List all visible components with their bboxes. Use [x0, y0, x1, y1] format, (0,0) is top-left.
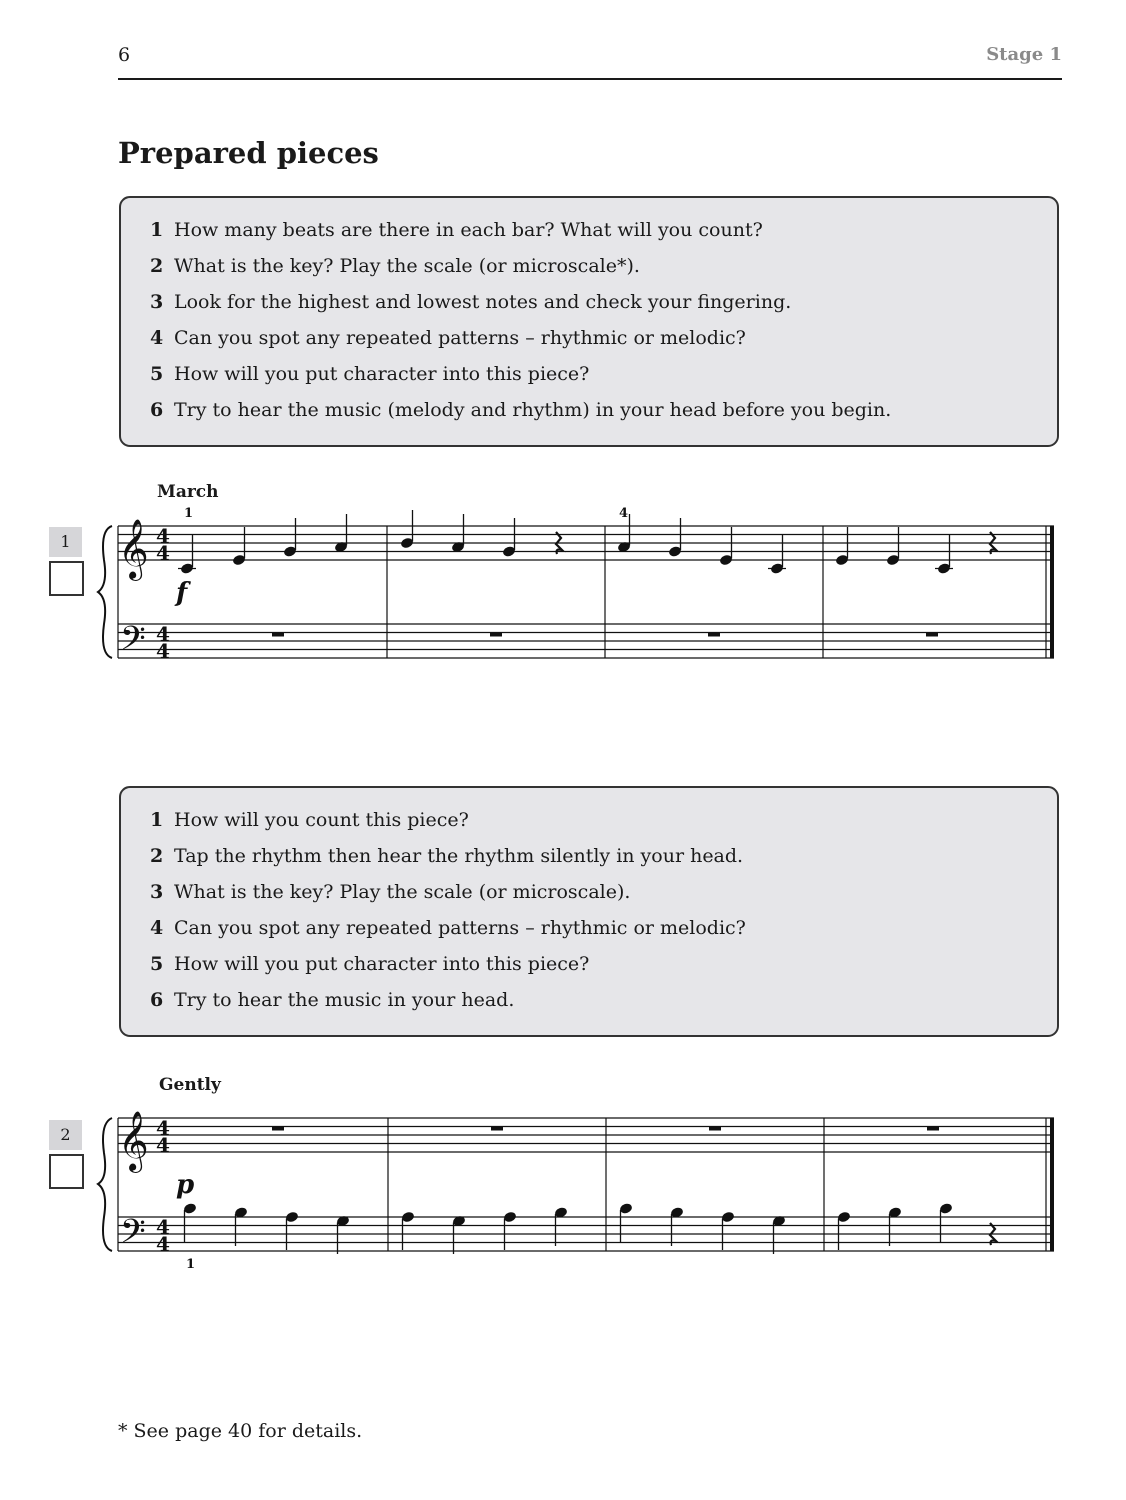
svg-text:𝄢: 𝄢 [120, 1213, 146, 1259]
time-signature-bottom: 4 [156, 1232, 170, 1256]
question-number: 3 [150, 291, 164, 313]
question-item [150, 808, 469, 832]
page-number: 6 [118, 44, 131, 66]
svg-text:𝄢: 𝄢 [120, 620, 146, 666]
time-signature-top: 4 [156, 524, 170, 548]
question-text: Look for the highest and lowest notes and check your fingering. [174, 291, 792, 313]
svg-text:𝄞: 𝄞 [118, 1111, 149, 1171]
question-number: 1 [150, 809, 164, 831]
piece-2-score [0, 1083, 1126, 1283]
question-number: 6 [150, 989, 164, 1011]
time-signature-bottom: 4 [156, 541, 170, 565]
question-number: 5 [150, 953, 164, 975]
time-signature-bottom: 4 [156, 639, 170, 663]
time-signature-top: 4 [156, 1116, 170, 1140]
question-text: Try to hear the music in your head. [174, 989, 515, 1011]
question-number: 1 [150, 219, 164, 241]
treble-notes [178, 510, 996, 575]
svg-text:𝄞: 𝄞 [118, 519, 149, 579]
dynamic-marking: p [176, 1170, 195, 1200]
question-item [150, 880, 630, 904]
question-box-2 [119, 786, 1059, 1037]
question-item [150, 290, 791, 314]
question-text: Can you spot any repeated patterns – rhythmic or melodic? [174, 327, 746, 349]
question-number: 6 [150, 399, 164, 421]
question-text: Tap the rhythm then hear the rhythm silently in your head. [174, 845, 744, 867]
question-text: Can you spot any repeated patterns – rhythmic or melodic? [174, 917, 746, 939]
question-item [150, 254, 640, 278]
footnote: * See page 40 for details. [118, 1420, 363, 1442]
question-item [150, 326, 746, 350]
section-title: Prepared pieces [118, 136, 379, 170]
question-item [150, 844, 743, 868]
question-number: 4 [150, 327, 164, 349]
question-number: 2 [150, 255, 164, 277]
question-number: 2 [150, 845, 164, 867]
question-number: 5 [150, 363, 164, 385]
question-item [150, 952, 589, 976]
stage-label: Stage 1 [986, 44, 1062, 65]
question-number: 3 [150, 881, 164, 903]
bass-notes [183, 1202, 996, 1254]
piece-1-score [0, 490, 1126, 690]
dynamic-marking: f [176, 578, 188, 608]
question-item [150, 218, 763, 242]
question-text: Try to hear the music (melody and rhythm) in your head before you begin. [174, 399, 892, 421]
question-text: What is the key? Play the scale (or microscale*). [174, 255, 640, 277]
question-item [150, 362, 589, 386]
question-number: 4 [150, 917, 164, 939]
time-signature-bottom: 4 [156, 1133, 170, 1157]
piece-1-tempo: March [157, 482, 219, 502]
fingering: 4 [619, 506, 629, 521]
question-text: What is the key? Play the scale (or microscale). [174, 881, 631, 903]
piece-1-number: 1 [49, 527, 82, 557]
question-item [150, 916, 746, 940]
time-signature-top: 4 [156, 622, 170, 646]
question-text: How will you put character into this piece? [174, 363, 590, 385]
question-text: How will you put character into this piece? [174, 953, 590, 975]
question-box-1 [119, 196, 1059, 447]
question-item [150, 398, 891, 422]
question-text: How many beats are there in each bar? What will you count? [174, 219, 763, 241]
question-text: How will you count this piece? [174, 809, 469, 831]
piece-2-tempo: Gently [159, 1075, 221, 1095]
fingering: 1 [186, 1257, 196, 1272]
fingering: 1 [184, 506, 194, 521]
question-item [150, 988, 514, 1012]
header-rule [118, 78, 1062, 80]
time-signature-top: 4 [156, 1215, 170, 1239]
piece-2-number: 2 [49, 1120, 82, 1150]
